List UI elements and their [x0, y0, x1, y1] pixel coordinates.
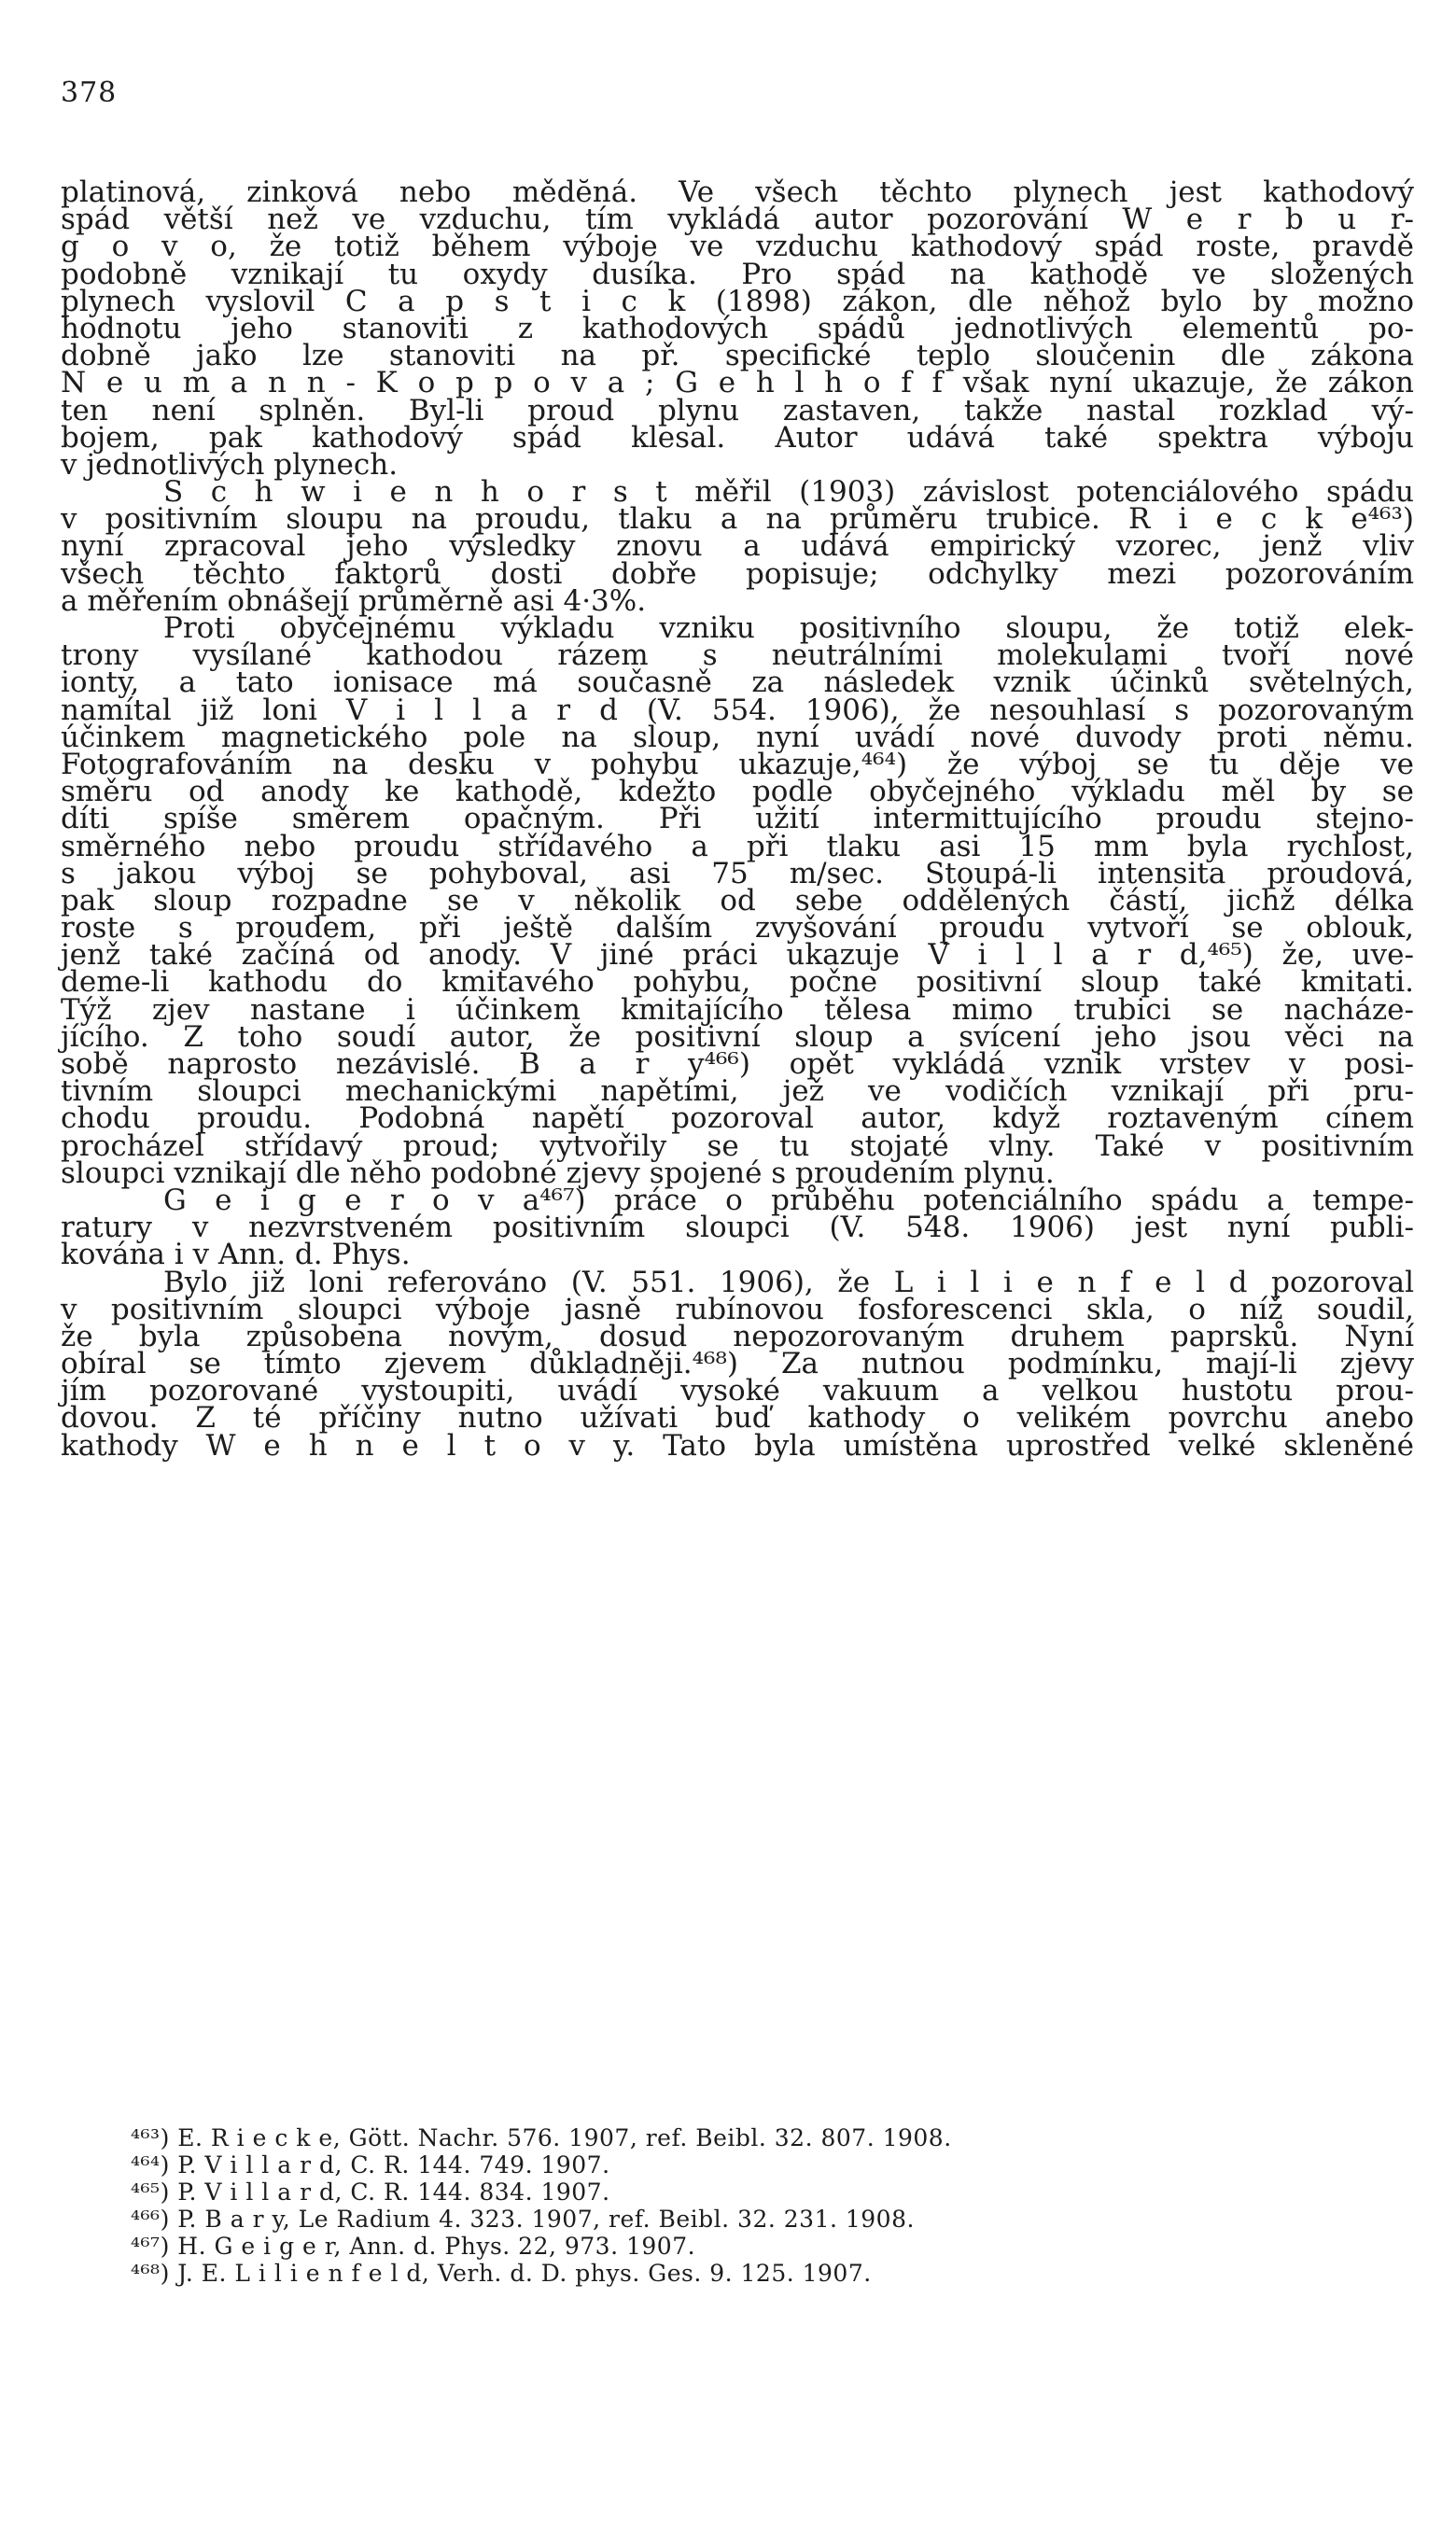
footnote: ⁴⁶⁶) P. B a r y, Le Radium 4. 323. 1907, ref. Beibl. 32. 231. 1908. [131, 2206, 915, 2233]
paragraph [61, 1183, 1414, 1272]
footnotes [131, 2124, 1297, 2287]
text-line: N e u m a n n - K o p p o v a ; G e h l h o f f však nyní ukazuje, že zákon [61, 366, 1414, 400]
text-line: Týž zjev nastane i účinkem kmitajícího tělesa mimo trubici se nacháze- [61, 992, 1414, 1027]
text-line: spád větší než ve vzduchu, tím vykládá autor pozorování W e r b u r- [61, 203, 1414, 237]
text-line: že byla způsobena novým, dosud nepozorovaným druhem paprsků. Nyní [61, 1319, 1414, 1353]
paragraph [61, 175, 1414, 482]
text-line: jenž také začíná od anody. V jiné práci ukazuje V i l l a r d,⁴⁶⁵) že, uve- [61, 938, 1414, 973]
text-line: ten není splněn. Byl-li proud plynu zastaven, takže nastal rozklad vý- [61, 393, 1414, 427]
text-line: bojem, pak kathodový spád klesal. Autor udává také spektra výboju [61, 420, 1414, 455]
text-line: kována i v Ann. d. Phys. [61, 1238, 411, 1272]
footnote: ⁴⁶⁸) J. E. L i l i e n f e l d, Verh. d. D. phys. Ges. 9. 125. 1907. [131, 2260, 872, 2287]
text-line: deme-li kathodu do kmitavého pohybu, počne positivní sloup také kmitati. [61, 965, 1414, 1000]
footnote: ⁴⁶⁴) P. V i l l a r d, C. R. 144. 749. 1907. [131, 2151, 610, 2179]
text-line: dobně jako lze stanoviti na př. specifické teplo sloučenin dle zákona [61, 339, 1414, 373]
text-line: pak sloup rozpadne se v několik od sebe oddělených částí, jichž délka [61, 883, 1414, 918]
footnote: ⁴⁶⁷) H. G e i g e r, Ann. d. Phys. 22, 973. 1907. [131, 2233, 696, 2260]
text-line: a měřením obnášejí průměrně asi 4·3%. [61, 583, 647, 618]
text-line: nyní zpracoval jeho výsledky znovu a udává empirický vzorec, jenž vliv [61, 529, 1414, 564]
text-line: S c h w i e n h o r s t měřil (1903) závislost potenciálového spádu [163, 475, 1414, 510]
text-line: dovou. Z té příčiny nutno užívati buď kathody o velikém povrchu anebo [61, 1401, 1414, 1436]
text-line: podobně vznikají tu oxydy dusíka. Pro spád na kathodě ve složených [61, 257, 1414, 291]
text-line: namítal již loni V i l l a r d (V. 554. 1906), že nesouhlasí s pozorovaným [61, 693, 1414, 727]
paragraph [61, 475, 1414, 618]
paragraph [61, 1265, 1414, 1463]
text-line: všech těchto faktorů dosti dobře popisuje; odchylky mezi pozorováním [61, 556, 1414, 591]
text-line: Proti obyčejnému výkladu vzniku positivního sloupu, že totiž elek- [163, 611, 1414, 645]
text-line: Fotografováním na desku v pohybu ukazuje,⁴⁶⁴) že výboj se tu děje ve [61, 747, 1414, 781]
text-line: g o v o, že totiž během výboje ve vzduchu kathodový spád roste, pravdě [61, 230, 1414, 264]
text-line: díti spíše směrem opačným. Při užití intermittujícího proudu stejno- [61, 802, 1414, 836]
text-line: v positivním sloupu na proudu, tlaku a na průměru trubice. R i e c k e⁴⁶³) [61, 502, 1414, 537]
body-text [61, 175, 1414, 1463]
paragraph [61, 611, 1414, 1190]
text-line: plynech vyslovil C a p s t i c k (1898) zákon, dle něhož bylo by možno [61, 284, 1414, 318]
text-line: v jednotlivých plynech. [61, 447, 399, 482]
page-number: 378 [61, 77, 118, 109]
text-line: kathody W e h n e l t o v y. Tato byla umístěna uprostřed velké skleněné [61, 1428, 1414, 1463]
footnote: ⁴⁶³) E. R i e c k e, Gött. Nachr. 576. 1907, ref. Beibl. 32. 807. 1908. [131, 2124, 952, 2151]
text-line: roste s proudem, při ještě dalším zvyšování proudu vytvoří se oblouk, [61, 911, 1414, 946]
text-line: obíral se tímto zjevem důkladněji.⁴⁶⁸) Za nutnou podmínku, mají-li zjevy [61, 1347, 1414, 1381]
text-line: platinová, zinková nebo mědĕná. Ve všech těchto plynech jest kathodový [61, 175, 1414, 209]
text-line: s jakou výboj se pohyboval, asi 75 m/sec. Stoupá-li intensita proudová, [61, 856, 1414, 890]
text-line: v positivním sloupci výboje jasně rubínovou fosforescenci skla, o níž soudil, [61, 1292, 1414, 1326]
text-line: chodu proudu. Podobná napětí pozoroval autor, když roztaveným cínem [61, 1101, 1414, 1136]
text-line: jím pozorované vystoupiti, uvádí vysoké vakuum a velkou hustotu prou- [61, 1374, 1414, 1408]
text-line: směrného nebo proudu střídavého a při tlaku asi 15 mm byla rychlost, [61, 829, 1414, 863]
text-line: ionty, a tato ionisace má současně za následek vznik účinků světelných, [61, 666, 1414, 700]
text-line: hodnotu jeho stanoviti z kathodových spádů jednotlivých elementů po- [61, 311, 1414, 345]
text-line: G e i g e r o v a⁴⁶⁷) práce o průběhu potenciálního spádu a tempe- [163, 1183, 1414, 1217]
footnote: ⁴⁶⁵) P. V i l l a r d, C. R. 144. 834. 1907. [131, 2179, 610, 2206]
text-line: jícího. Z toho soudí autor, že positivní sloup a svícení jeho jsou věci na [61, 1019, 1414, 1054]
text-line: účinkem magnetického pole na sloup, nyní uvádí nové duvody proti němu. [61, 720, 1414, 754]
text-line: sloupci vznikají dle něho podobné zjevy spojené s proudením plynu. [61, 1156, 1055, 1190]
text-line: procházel střídavý proud; vytvořily se tu stojaté vlny. Také v positivním [61, 1128, 1414, 1163]
text-line: ratury v nezvrstveném positivním sloupci (V. 548. 1906) jest nyní publi- [61, 1211, 1414, 1245]
text-line: trony vysílané kathodou rázem s neutrálními molekulami tvoří nové [61, 638, 1414, 673]
text-line: směru od anody ke kathodě, kdežto podle obyčejného výkladu měl by se [61, 775, 1414, 809]
text-line: sobě naprosto nezávislé. B a r y⁴⁶⁶) opět vykládá vznik vrstev v posi- [61, 1047, 1414, 1081]
text-line: tivním sloupci mechanickými napětími, jež ve vodičích vznikají při pru- [61, 1074, 1414, 1109]
text-line: Bylo již loni referováno (V. 551. 1906), že L i l i e n f e l d pozoroval [163, 1265, 1414, 1299]
